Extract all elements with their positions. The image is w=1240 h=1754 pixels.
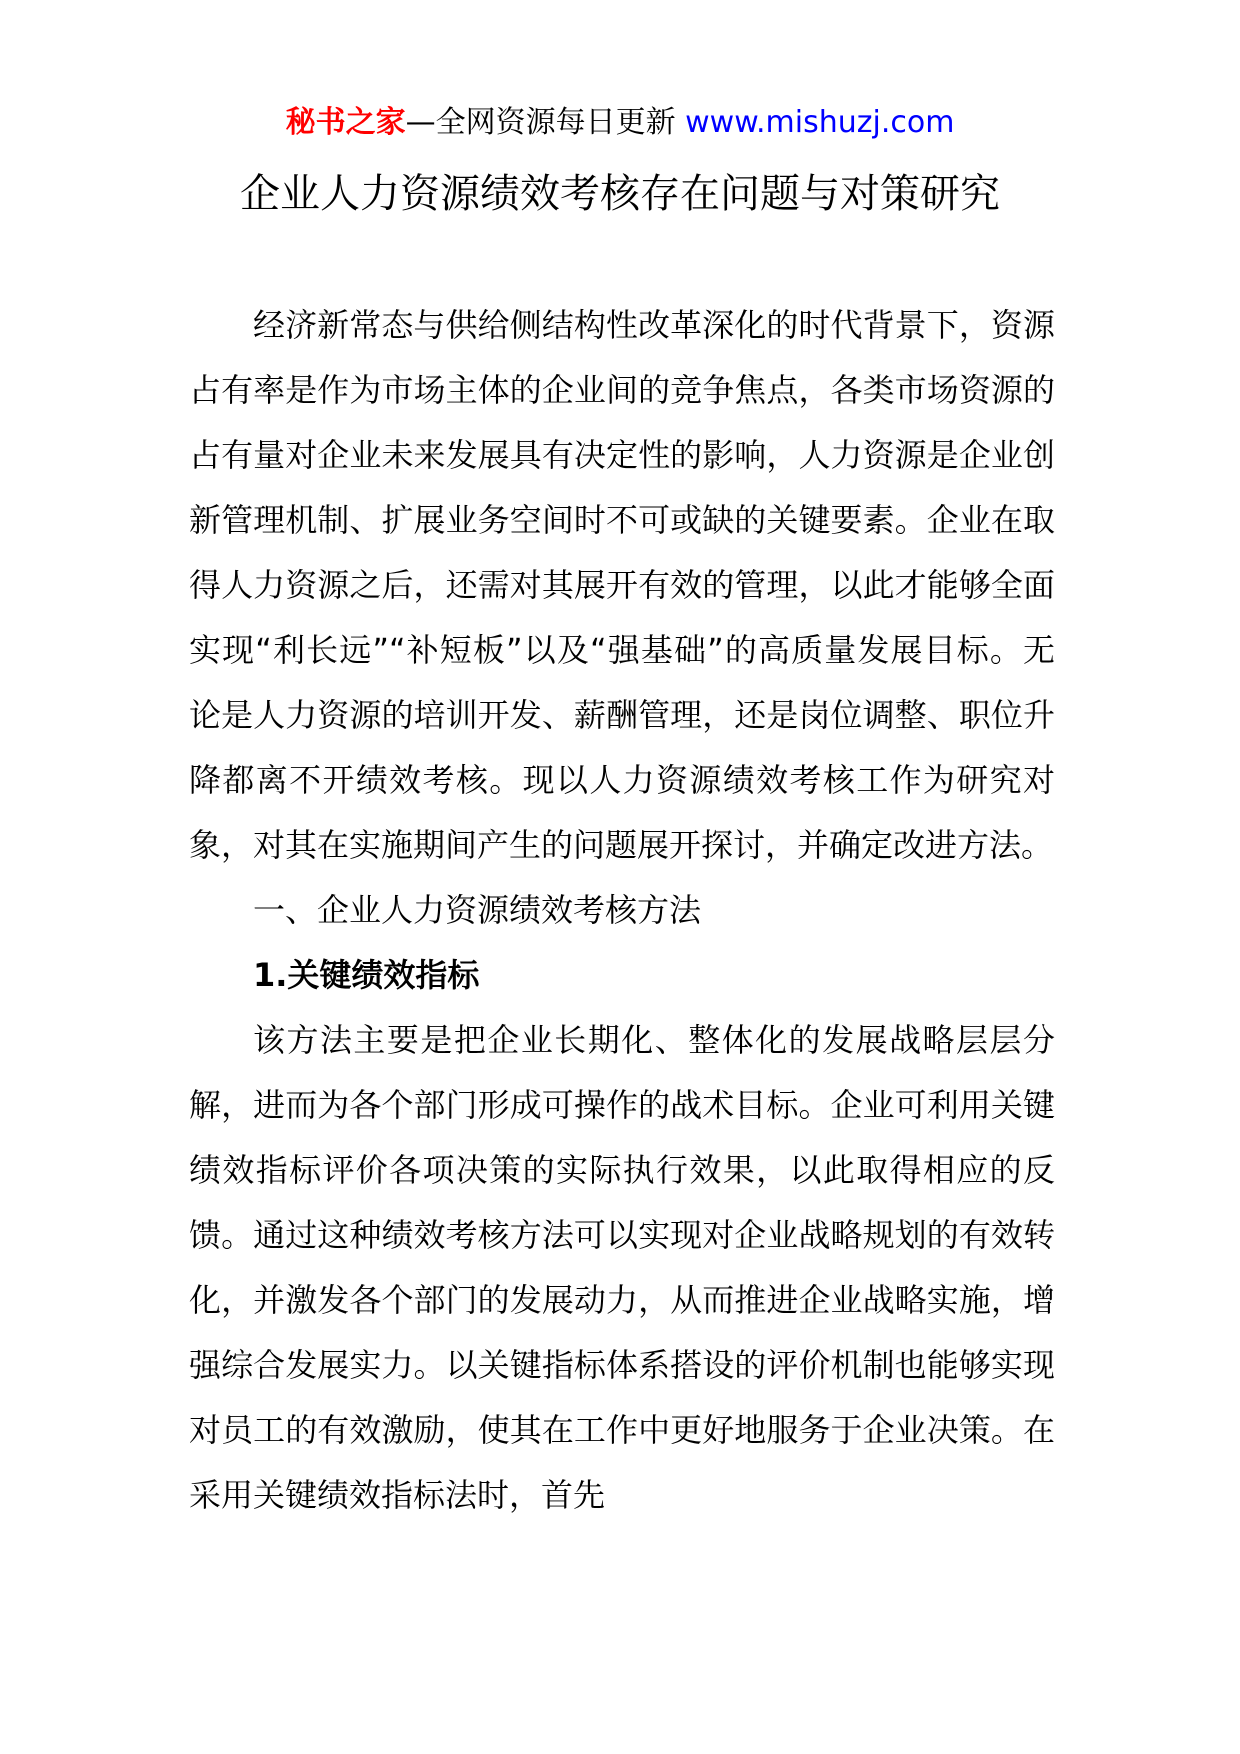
section-heading: 一、企业人力资源绩效考核方法 [253,891,702,929]
intro-paragraph: 经济新常态与供给侧结构性改革深化的时代背景下，资源占有率是作为市场主体的企业间的竞争焦点，各类市场资源的占有量对企业未来发展具有决定性的影响，人力资源是企业创新管理机制、扩展业务空间时不可或缺的关键要素。企业在取得人力资源之后，还需对其展开有效的管理，以此才能够全面实现“利长远”“补短板”以及“强基础”的高质量发展目标。无论是人力资源的培训开发、薪酬管理，还是岗位调整、职位升降都离不开绩效考核。现以人力资源绩效考核工作为研究对象，对其在实施期间产生的问题展开探讨，并确定改进方法。 [189,306,1055,864]
site-header [0,100,1240,146]
brand-name: 秘书之家 [285,105,406,140]
document-body [189,293,1055,1528]
site-url-link[interactable]: www.mishuzj.com [685,105,955,140]
kpi-paragraph: 该方法主要是把企业长期化、整体化的发展战略层层分解，进而为各个部门形成可操作的战术目标。企业可利用关键绩效指标评价各项决策的实际执行效果，以此取得相应的反馈。通过这种绩效考核方法可以实现对企业战略规划的有效转化，并激发各个部门的发展动力，从而推进企业战略实施，增强综合发展实力。以关键指标体系搭设的评价机制也能够实现对员工的有效激励，使其在工作中更好地服务于企业决策。在采用关键绩效指标法时，首先 [189,1021,1055,1514]
header-slogan: —全网资源每日更新 [405,105,686,140]
document-title: 企业人力资源绩效考核存在问题与对策研究 [240,171,1000,217]
subsection-heading: 1.关键绩效指标 [253,956,480,994]
